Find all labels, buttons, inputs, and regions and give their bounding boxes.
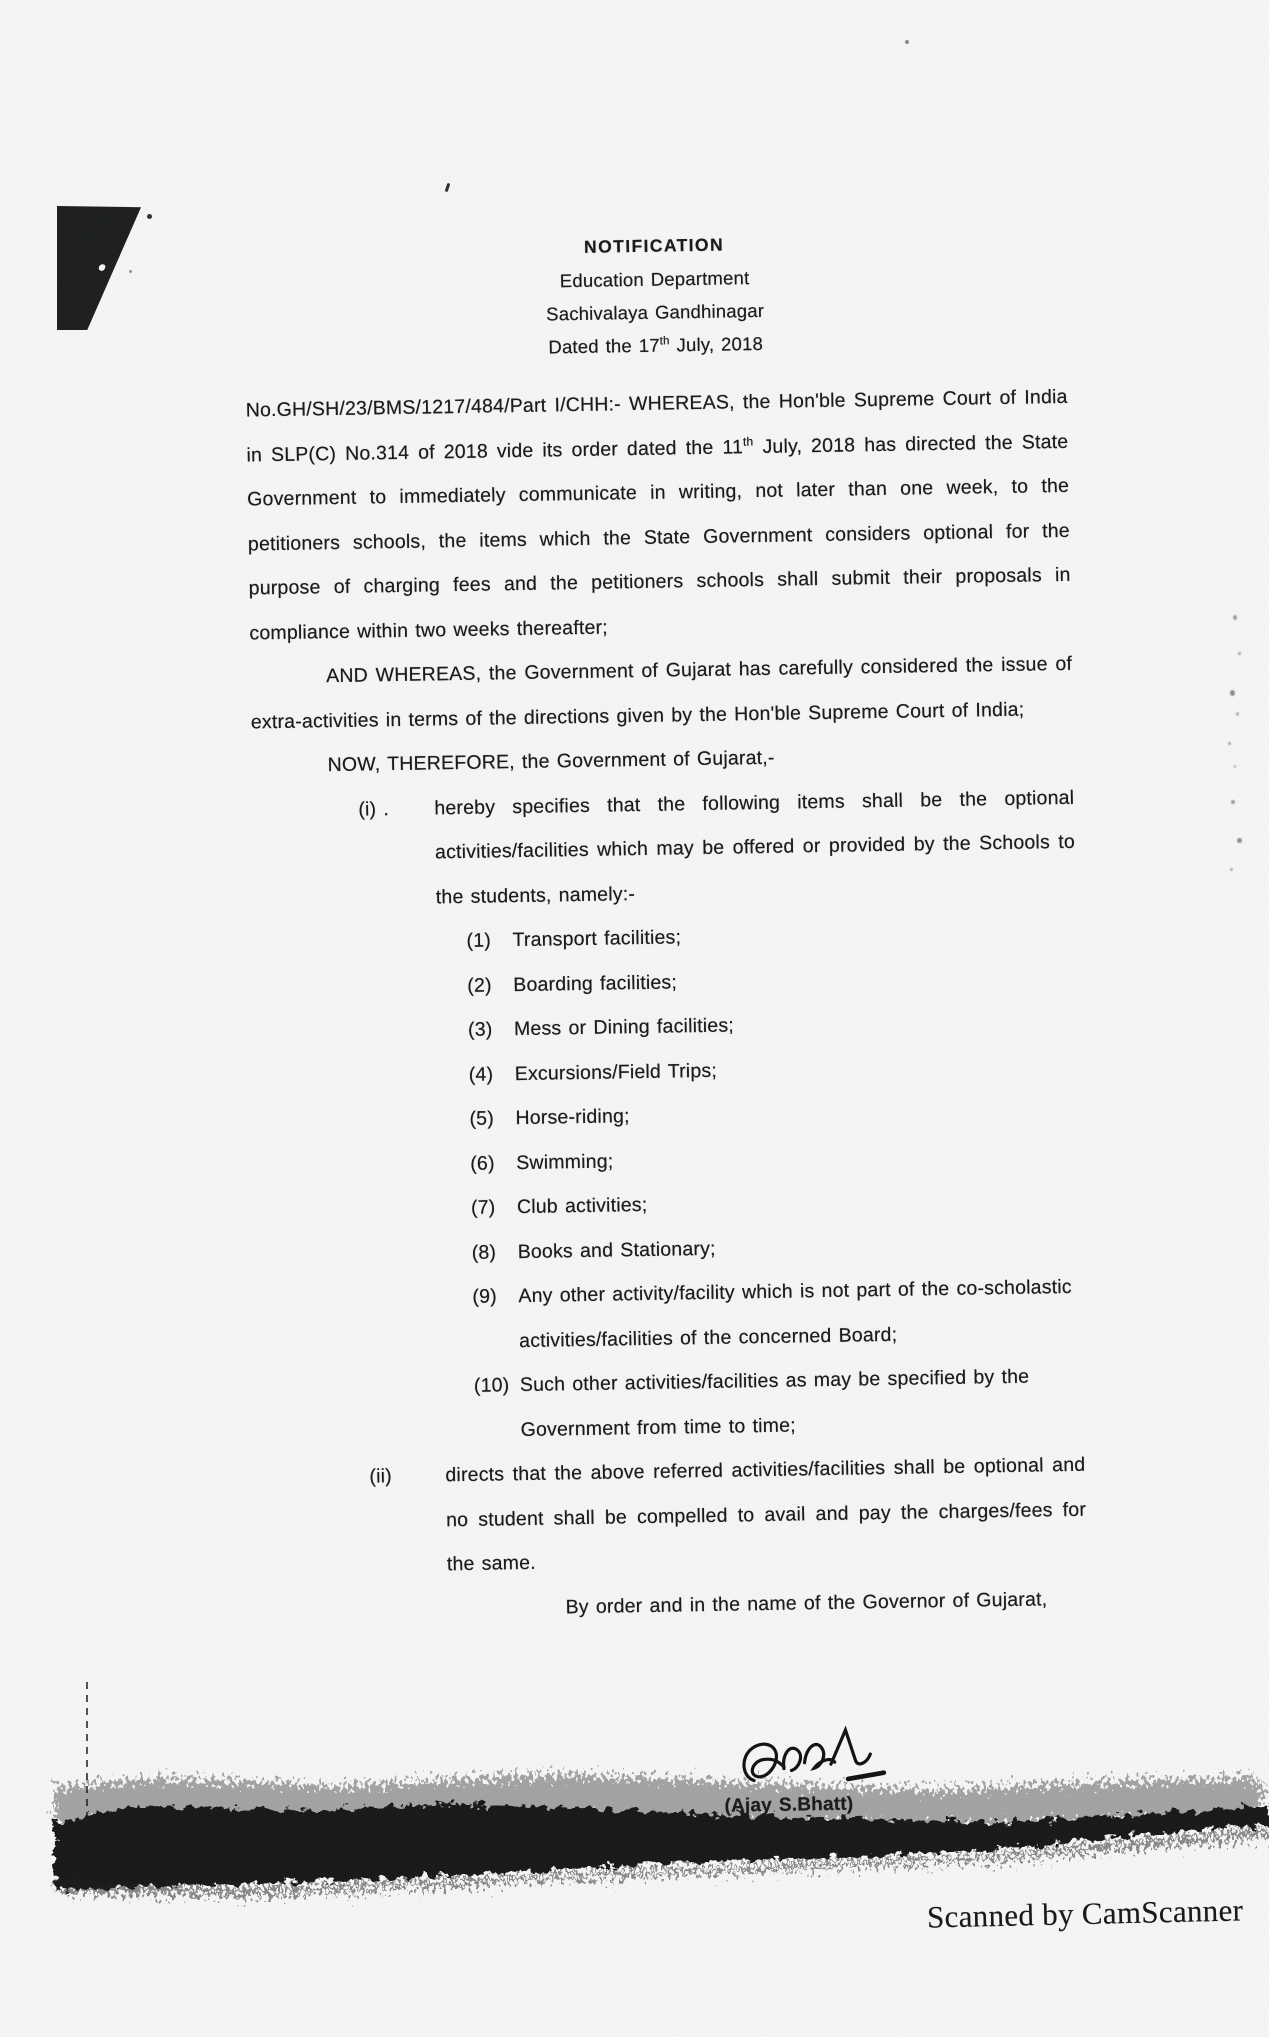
whereas-paragraph: AND WHEREAS, the Government of Gujarat has carefully considered the issue of extra-activities in terms of the directions given by the Hon'ble Supreme Court of India; — [250, 652, 1073, 733]
item-number: (1) — [466, 929, 492, 952]
department-line: Education Department — [559, 267, 750, 292]
item-text: Books and Stationary; — [517, 1237, 716, 1263]
item-text: Boarding facilities; — [513, 970, 678, 996]
scan-speck — [1234, 765, 1236, 768]
now-therefore-line: NOW, THEREFORE, the Government of Gujarat,- — [327, 746, 775, 777]
notification-document — [243, 223, 1088, 1817]
reference-paragraph — [245, 375, 1071, 656]
clause-i-text: hereby specifies that the following items shall be the optional activities/facilities which may be offered or provided by the Schools to the students, namely:- — [434, 786, 1076, 908]
scan-speck — [1238, 652, 1241, 655]
scan-speck — [1231, 800, 1235, 804]
clause-i-label: (i) . — [358, 797, 390, 821]
date-ordinal: th — [742, 434, 754, 449]
page-title: NOTIFICATION — [583, 234, 725, 257]
scan-speck — [147, 214, 152, 219]
ink-smudge-band — [40, 1760, 1269, 1970]
scan-speck — [1228, 742, 1231, 745]
camscanner-watermark: Scanned by CamScanner — [926, 1892, 1244, 1935]
optional-items-list — [466, 909, 1085, 1453]
list-item — [474, 1354, 1085, 1453]
list-item — [472, 1265, 1083, 1364]
date-text: Dated the 17 — [548, 334, 660, 358]
signatory-name: (Ajay S.Bhatt) — [724, 1793, 854, 1817]
clause-ii — [263, 1443, 1087, 1590]
item-text: Mess or Dining facilities; — [513, 1014, 735, 1041]
item-number: (8) — [471, 1240, 497, 1264]
item-text: Horse-riding; — [515, 1105, 630, 1130]
item-text: Club activities; — [516, 1193, 648, 1219]
clause-ii-text: directs that the above referred activities/facilities shall be optional and no student shall be compelled to avail and pay the charges/fees for the same. — [445, 1453, 1087, 1576]
paragraph-text: No.GH/SH/23/BMS/1217/484/Part I/CHH:- WHEREAS, the Hon'ble Supreme Court of India in SLP(C) No.314 of 2018 vide its order dated the 11 — [245, 385, 1068, 466]
item-number: (6) — [470, 1151, 495, 1175]
document-header — [243, 223, 1067, 369]
item-text: Swimming; — [516, 1149, 614, 1174]
scan-speck — [905, 40, 909, 44]
item-number: (9) — [472, 1285, 498, 1308]
date-ordinal: th — [659, 335, 670, 348]
item-number: (3) — [467, 1018, 493, 1041]
item-number: (2) — [467, 973, 492, 997]
by-order-line: By order and in the name of the Governor of Gujarat, — [565, 1587, 1048, 1618]
scan-speck — [1230, 868, 1233, 871]
item-text: Such other activities/facilities as may be specified by the Government from time to time; — [519, 1365, 1030, 1441]
clause-i — [252, 775, 1076, 922]
item-number: (10) — [473, 1374, 510, 1397]
item-text: Excursions/Field Trips; — [514, 1059, 718, 1085]
item-number: (4) — [468, 1062, 494, 1086]
scan-speck — [1236, 712, 1239, 716]
item-text: Transport facilities; — [512, 926, 682, 952]
scan-speck — [129, 270, 132, 273]
place-line: Sachivalaya Gandhinagar — [546, 299, 765, 325]
scan-speck — [1230, 690, 1235, 696]
scan-speck — [445, 183, 451, 192]
item-number: (7) — [470, 1196, 496, 1219]
date-text: July, 2018 — [669, 332, 764, 356]
scan-speck — [1237, 838, 1242, 843]
clause-ii-label: (ii) — [369, 1465, 393, 1488]
item-number: (5) — [469, 1107, 495, 1130]
scan-speck — [1233, 615, 1237, 620]
paragraph-text: July, 2018 has directed the State Government to immediately communicate in writing, not later than one week, to the petitioners schools, the items which the State Government considers optional for the purpose of charging fees and the petitioners schools shall submit their proposals in compliance within two weeks thereafter; — [247, 430, 1071, 644]
item-text: Any other activity/facility which is not part of the co-scholastic activities/facilities of the concerned Board; — [518, 1275, 1072, 1352]
